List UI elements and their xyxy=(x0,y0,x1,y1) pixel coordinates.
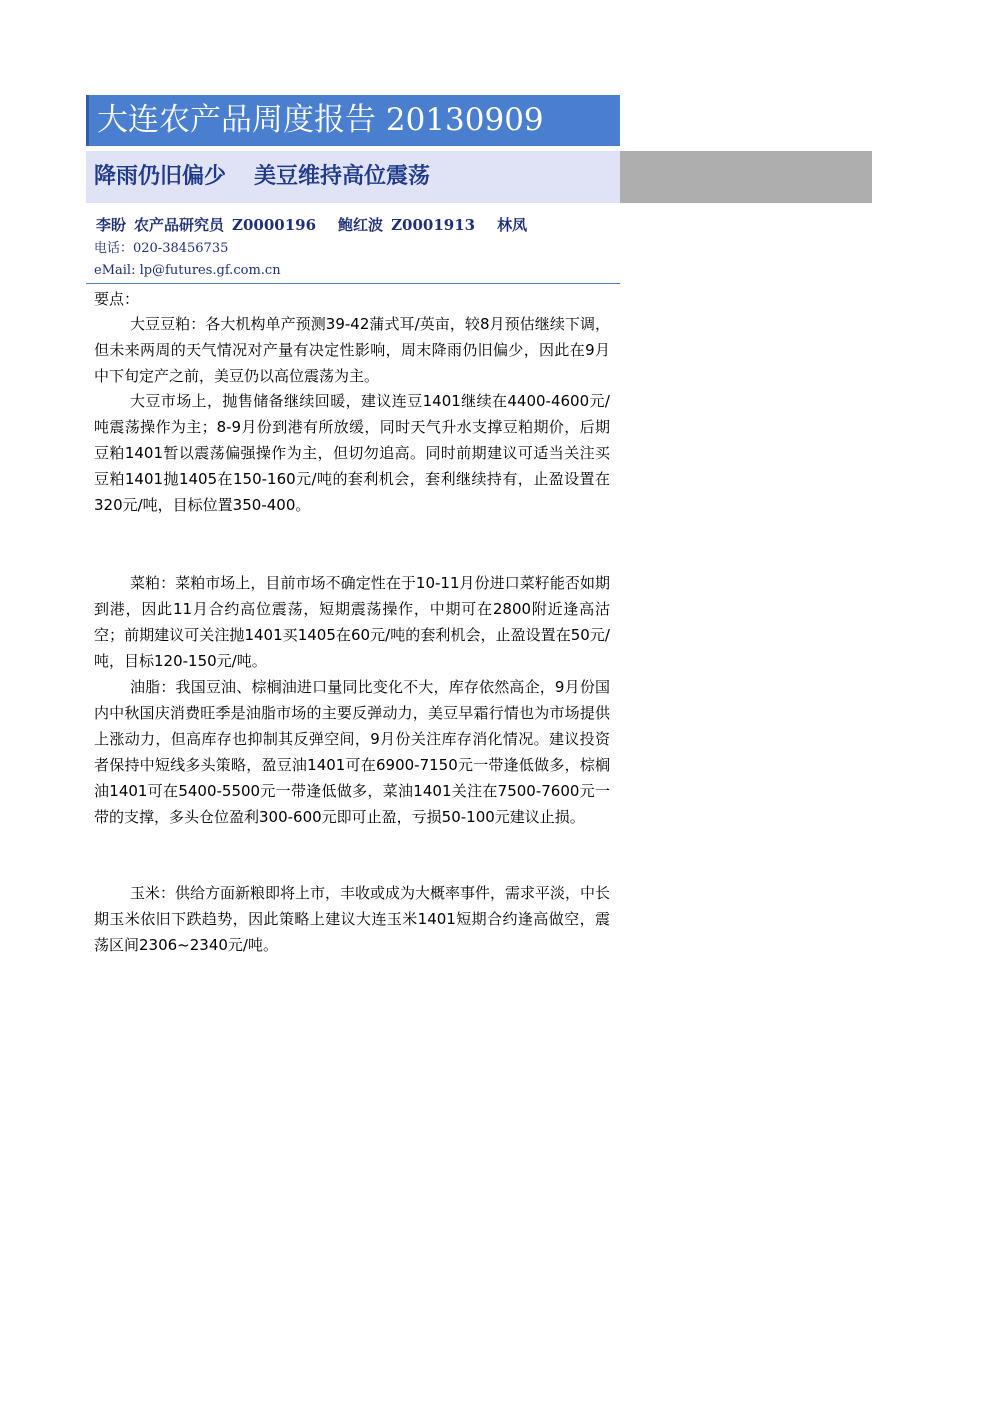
report-subtitle-bar xyxy=(86,151,620,203)
contact-phone: 电话：020-38456735 xyxy=(94,241,229,256)
author-1-id: Z0000196 xyxy=(232,216,317,234)
subtitle-part-1: 降雨仍旧偏少 xyxy=(94,164,227,189)
author-1-title: 农产品研究员 xyxy=(134,216,225,234)
report-title: 大连农产品周度报告 20130909 xyxy=(97,102,544,138)
paragraph-soybean-2: 大豆市场上，抛售储备继续回暖，建议连豆1401继续在4400-4600元/吨震荡操作为主；8-9月份到港有所放缓，同时天气升水支撑豆粕期价，后期豆粕1401暂以震荡偏强操作为主，但切勿追高。同时前期建议可适当关注买豆粕1401抛1405在150-160元/吨的套利机会，套利继续持有，止盈设置在320元/吨，目标位置350-400。 xyxy=(94,392,610,514)
authors-line xyxy=(96,214,527,236)
author-2-id: Z0001913 xyxy=(391,216,476,234)
author-2-name: 鲍红波 xyxy=(338,216,384,234)
paragraph-rapeseed-meal: 菜粕：菜粕市场上，目前市场不确定性在于10-11月份进口菜籽能否如期到港，因此11月合约高位震荡，短期震荡操作，中期可在2800附近逢高沽空；前期建议可关注抛1401买1405在60元/吨的套利机会，止盈设置在50元/吨，目标120-150元/吨。 xyxy=(94,574,610,670)
header-side-block xyxy=(620,151,872,203)
report-subtitle xyxy=(94,162,430,192)
paragraph-corn: 玉米：供给方面新粮即将上市，丰收或成为大概率事件，需求平淡，中长期玉米依旧下跌趋势，因此策略上建议大连玉米1401短期合约逢高做空，震荡区间2306~2340元/吨。 xyxy=(94,884,611,954)
author-3-name: 林凤 xyxy=(497,216,528,234)
paragraph-oils: 油脂：我国豆油、棕榈油进口量同比变化不大，库存依然高企，9月份国内中秋国庆消费旺季是油脂市场的主要反弹动力，美豆早霜行情也为市场提供上涨动力，但高库存也抑制其反弹空间，9月份关注库存消化情况。建议投资者保持中短线多头策略，盈豆油1401可在6900-7150元一带逢低做多，棕榈油1401可在5400-5500元一带逢低做多，菜油1401关注在7500-7600元一带的支撑，多头仓位盈利300-600元即可止盈，亏损50-100元建议止损。 xyxy=(94,678,610,826)
author-1-name: 李盼 xyxy=(96,216,127,234)
report-title-bar xyxy=(86,95,620,146)
contact-email[interactable]: eMail: lp@futures.gf.com.cn xyxy=(94,263,281,278)
key-points-label: 要点： xyxy=(94,290,140,308)
subtitle-part-2: 美豆维持高位震荡 xyxy=(254,164,431,189)
header-divider xyxy=(86,283,620,284)
paragraph-soybean-1: 大豆豆粕：各大机构单产预测39-42蒲式耳/英亩，较8月预估继续下调，但未来两周的天气情况对产量有决定性影响，周末降雨仍旧偏少，因此在9月中下旬定产之前，美豆仍以高位震荡为主。 xyxy=(94,315,610,385)
